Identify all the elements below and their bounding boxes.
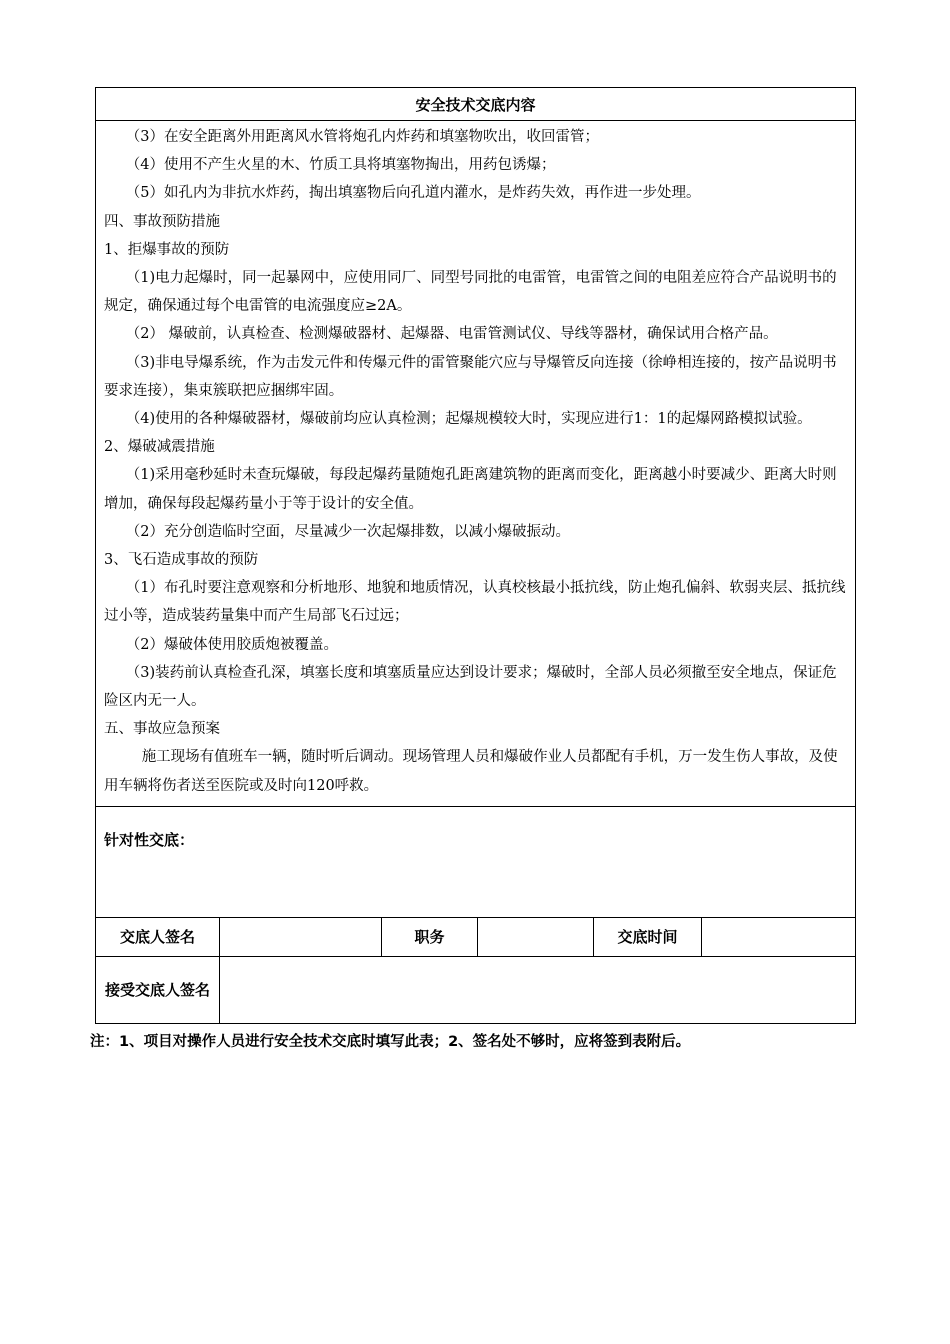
content-line: 四、事故预防措施 [104,213,220,230]
content-line: （1)电力起爆时，同一起暴网中，应使用同厂、同型号同批的电雷管，电雷管之间的电阻差应符合产品说明书的规定，确保通过每个电雷管的电流强度应≥2A。 [104,270,837,315]
footnote: 注：1、项目对操作人员进行安全技术交底时填写此表；2、签名处不够时，应将签到表附后。 [90,1033,691,1050]
targeted-disclosure-label: 针对性交底： [104,830,195,849]
content-line: 施工现场有值班车一辆，随时听后调动。现场管理人员和爆破作业人员都配有手机，万一发生伤人事故，及使用车辆将伤者送至医院或及时向120呼救。 [104,749,838,794]
content-line: （1)采用毫秒延时未查玩爆破，每段起爆药量随炮孔距离建筑物的距离而变化，距离越小时要减少、距离大时则增加，确保每段起爆药量小于等于设计的安全值。 [104,467,837,512]
content-line: （4)使用的各种爆破器材，爆破前均应认真检测；起爆规模较大时，实现应进行1：1的起爆网路模拟试验。 [125,411,812,428]
safety-disclosure-table [95,87,856,1024]
discloser-signature-field[interactable] [220,917,382,956]
content-line: （2）充分创造临时空面，尽量减少一次起爆排数，以减小爆破振动。 [125,523,570,540]
content-line: （1）布孔时要注意观察和分析地形、地貌和地质情况，认真校核最小抵抗线，防止炮孔偏斜、软弱夹层、抵抗线过小等，造成装药量集中而产生局部飞石过远； [104,580,846,625]
content-line: （3)非电导爆系统，作为击发元件和传爆元件的雷管聚能穴应与导爆管反向连接（徐峥相连接的，按产品说明书要求连接），集束簇联把应捆绑牢固。 [104,354,837,399]
table-header: 安全技术交底内容 [96,88,856,121]
position-field[interactable] [478,917,594,956]
content-line: 1、拒爆事故的预防 [104,241,230,258]
content-line: （3）在安全距离外用距离风水管将炮孔内炸药和填塞物吹出，收回雷管； [125,129,599,145]
content-body [96,121,856,807]
disclosure-sheet [90,87,855,1051]
content-line: （3)装药前认真检查孔深，填塞长度和填塞质量应达到设计要求；爆破时，全部人员必须撤至安全地点，保证危险区内无一人。 [104,664,837,710]
content-line: 2、爆破减震措施 [104,439,215,456]
discloser-signature-label: 交底人签名 [96,917,220,956]
receiver-signature-label: 接受交底人签名 [96,956,220,1023]
position-label: 职务 [382,917,478,956]
content-line: 3、飞石造成事故的预防 [104,552,259,569]
receiver-signature-field[interactable] [220,956,856,1023]
content-line: 五、事故应急预案 [104,721,220,738]
disclosure-time-field[interactable] [702,917,856,956]
content-line: （4）使用不产生火星的木、竹质工具将填塞物掏出，用药包诱爆； [125,157,556,174]
content-lines [104,123,847,800]
content-line: （2）爆破体使用胶质炮被覆盖。 [125,636,338,653]
targeted-disclosure-cell[interactable] [96,806,856,917]
content-line: （2） 爆破前，认真检查、检测爆破器材、起爆器、电雷管测试仪、导线等器材，确保试用合格产品。 [125,326,778,343]
disclosure-time-label: 交底时间 [594,917,702,956]
content-line: （5）如孔内为非抗水炸药，掏出填塞物后向孔道内灌水，是炸药失效，再作进一步处理。 [125,185,701,202]
